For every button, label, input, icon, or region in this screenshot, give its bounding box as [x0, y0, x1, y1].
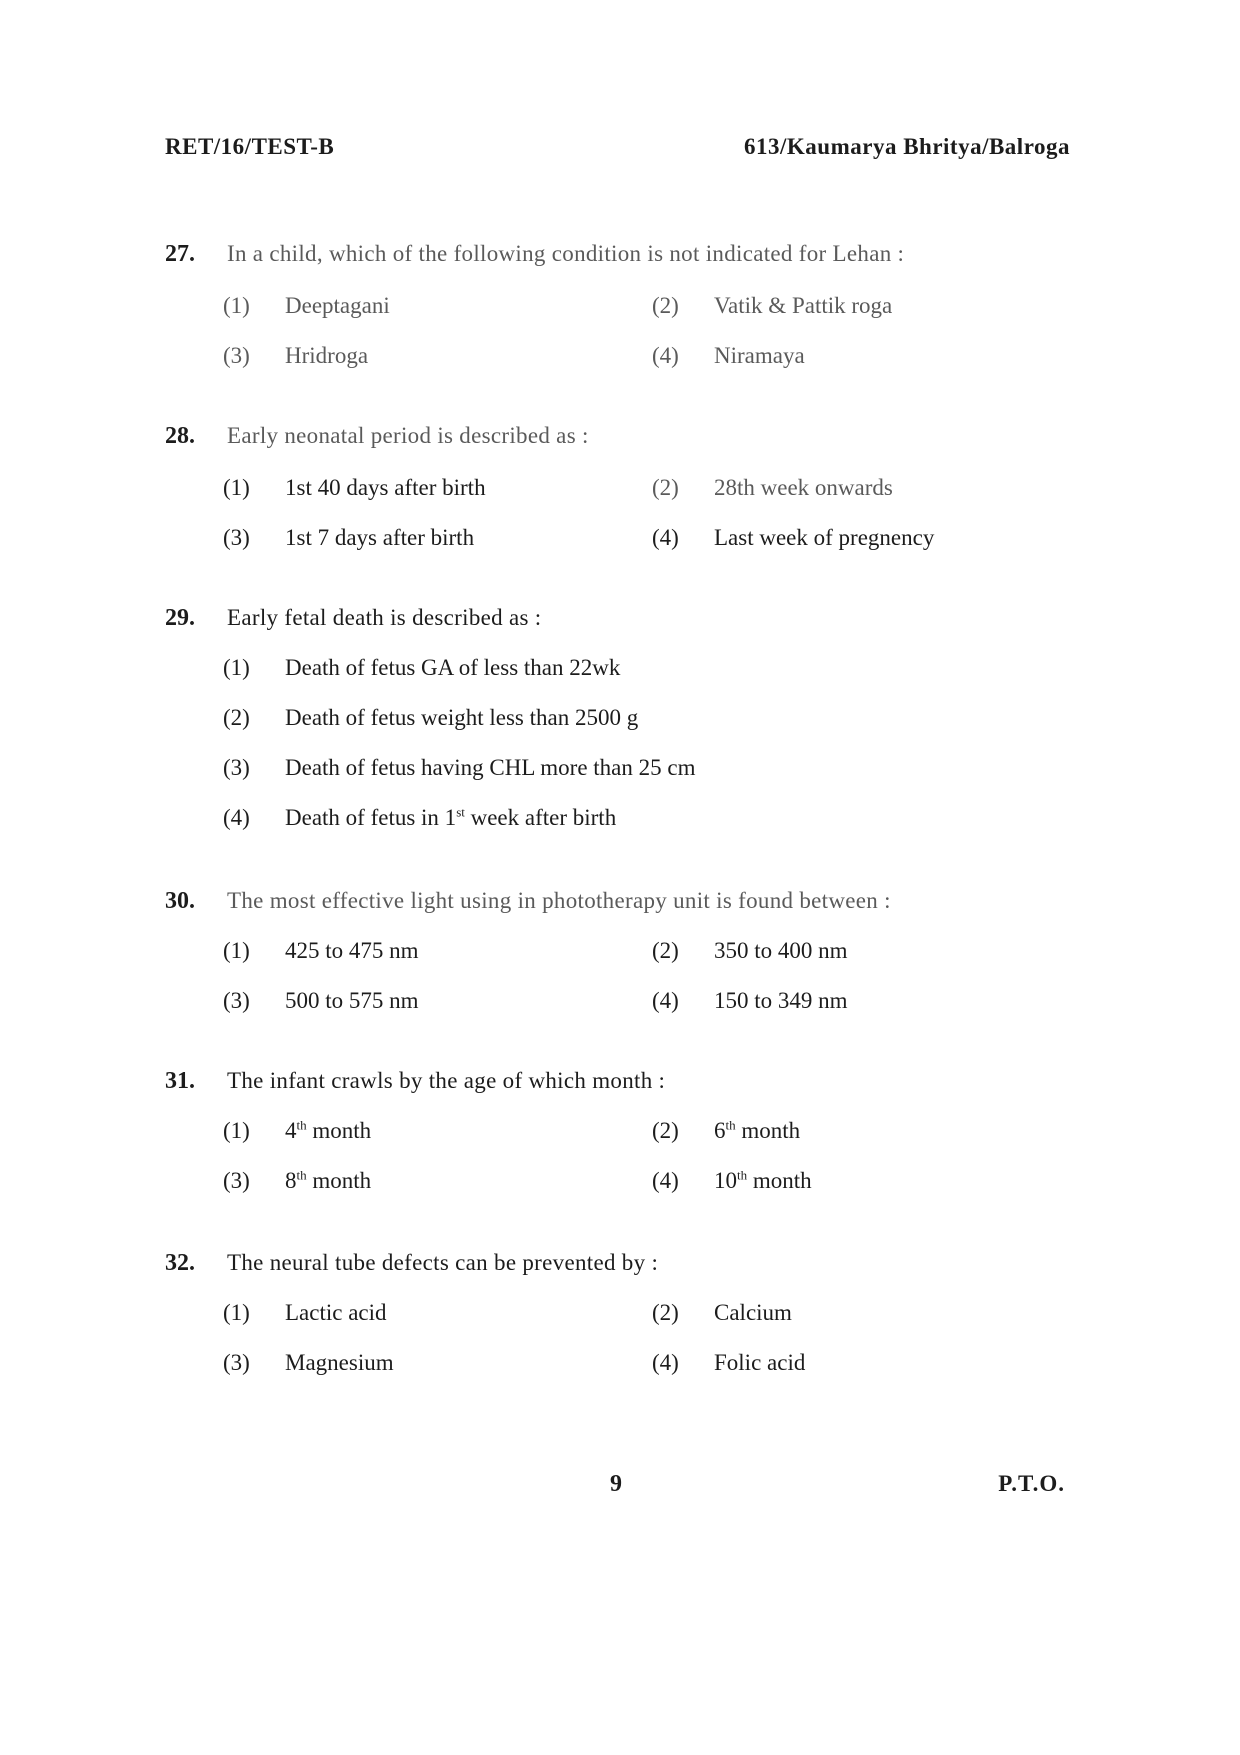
question-number: 29.: [165, 605, 195, 631]
question-32: [165, 1246, 1075, 1375]
pto-label: P.T.O.: [998, 1471, 1065, 1496]
question-number: 30.: [165, 888, 195, 914]
question-number: 31.: [165, 1068, 195, 1094]
option-2: (2) Vatik & Pattik roga: [652, 293, 893, 318]
question-text: Early fetal death is described as :: [227, 605, 542, 630]
option-2: (2) 28th week onwards: [652, 475, 893, 500]
question-text: The neural tube defects can be prevented by :: [227, 1250, 659, 1275]
question-number: 27.: [165, 241, 195, 267]
option-3: (3) 8th month: [223, 1167, 372, 1193]
header-right: 613/Kaumarya Bhritya/Balroga: [744, 134, 1070, 159]
option-3: (3) 1st 7 days after birth: [223, 525, 475, 550]
option-2: (2) Death of fetus weight less than 2500 g: [223, 705, 639, 730]
option-1: (1) 4th month: [223, 1117, 372, 1143]
option-3: (3) Magnesium: [223, 1350, 394, 1375]
question-text: The most effective light using in phototherapy unit is found between :: [227, 888, 891, 913]
question-29: [165, 601, 1075, 830]
question-text: Early neonatal period is described as :: [227, 423, 589, 448]
option-4: (4) 10th month: [652, 1167, 812, 1193]
option-4: (4) Niramaya: [652, 343, 805, 368]
option-1: (1) Death of fetus GA of less than 22wk: [223, 655, 621, 680]
option-1: (1) Deeptagani: [223, 293, 390, 318]
question-text: The infant crawls by the age of which month :: [227, 1068, 666, 1093]
page-number: 9: [610, 1471, 622, 1497]
option-3: (3) 500 to 575 nm: [223, 988, 419, 1013]
question-31: [165, 1064, 1075, 1193]
question-text: In a child, which of the following condition is not indicated for Lehan :: [227, 241, 905, 266]
header-left: RET/16/TEST-B: [165, 134, 335, 159]
option-2: (2) 6th month: [652, 1117, 801, 1143]
option-1: (1) 1st 40 days after birth: [223, 475, 486, 500]
question-27: [165, 237, 1075, 368]
option-4: (4) 150 to 349 nm: [652, 988, 848, 1013]
question-28: [165, 419, 1075, 550]
option-4: (4) Folic acid: [652, 1350, 806, 1375]
question-number: 28.: [165, 423, 195, 449]
option-4: (4) Last week of pregnency: [652, 525, 935, 550]
option-4: (4) Death of fetus in 1st week after birth: [223, 804, 617, 830]
option-2: (2) Calcium: [652, 1300, 792, 1325]
option-2: (2) 350 to 400 nm: [652, 938, 848, 963]
option-3: (3) Hridroga: [223, 343, 369, 368]
question-number: 32.: [165, 1250, 195, 1276]
option-3: (3) Death of fetus having CHL more than 25 cm: [223, 755, 696, 780]
question-30: [165, 884, 1075, 1013]
option-1: (1) Lactic acid: [223, 1300, 387, 1325]
option-1: (1) 425 to 475 nm: [223, 938, 419, 963]
